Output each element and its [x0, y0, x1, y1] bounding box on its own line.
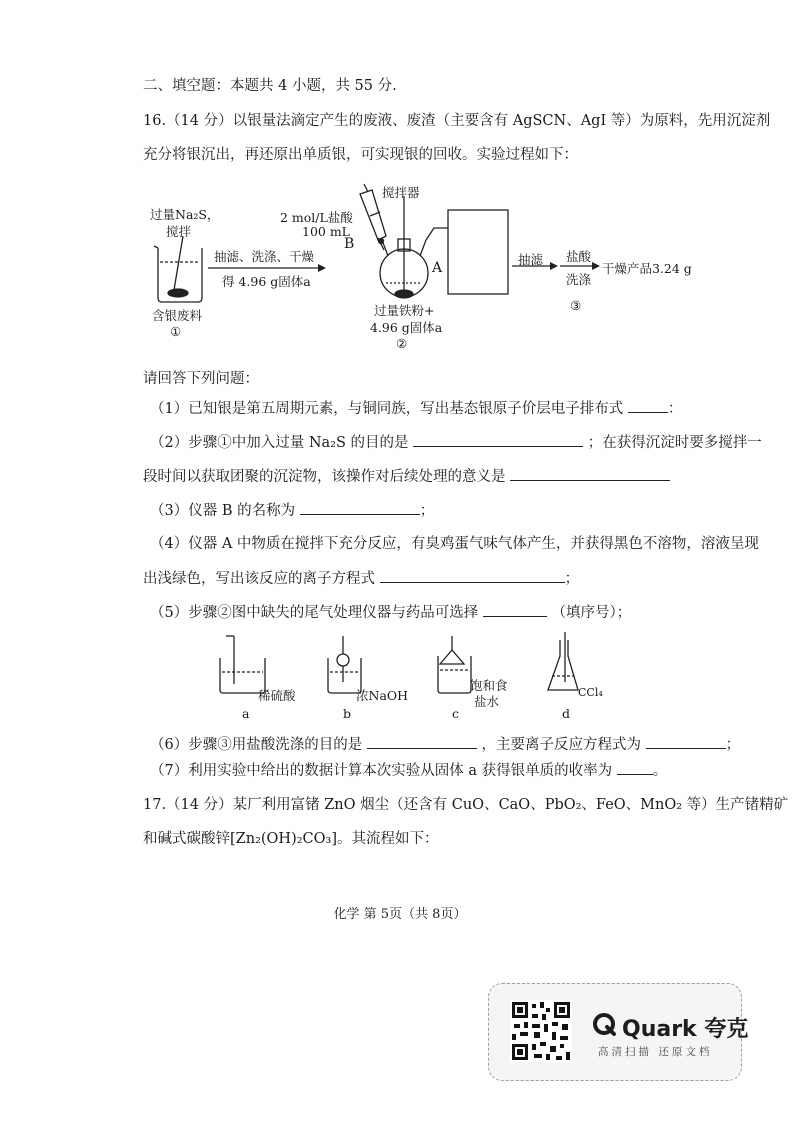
arrow-2-label: 抽滤	[518, 252, 544, 267]
option-c-letter: c	[452, 706, 460, 721]
q17-line-2: 和碱式碳酸锌[Zn₂(OH)₂CO₃]。其流程如下：	[143, 831, 439, 847]
question-3: （3）仪器 B 的名称为 ；	[150, 500, 434, 521]
missing-apparatus-box	[448, 210, 508, 294]
section-heading: 二、填空题：本题共 4 小题，共 55 分.	[143, 78, 397, 94]
answer-blank[interactable]	[646, 734, 726, 749]
question-3-text: （3）仪器 B 的名称为	[150, 503, 296, 519]
tail-gas-options-drawing	[0, 620, 800, 740]
acid-volume-label: 100 mL	[302, 224, 350, 239]
question-2-line-1	[150, 432, 762, 453]
answer-blank[interactable]	[628, 398, 668, 413]
question-6: （6）步骤③用盐酸洗涤的目的是 ，主要离子反应方程式为 ；	[150, 734, 740, 755]
reagent-label: 过量Na₂S，	[150, 207, 220, 222]
qr-code-icon	[510, 1000, 572, 1062]
beaker-icon	[154, 236, 202, 302]
answer-prompt: 请回答下列问题：	[143, 371, 259, 387]
wash-label: 洗涤	[566, 272, 592, 287]
instrument-a-label: A	[432, 260, 443, 276]
question-5-text-b: （填序号）；	[551, 605, 632, 621]
question-7-text: （7）利用实验中给出的数据计算本次实验从固体 a 获得银单质的收率为	[150, 763, 613, 779]
question-6-text-b: ，主要离子反应方程式为	[481, 737, 641, 753]
answer-blank[interactable]	[617, 760, 653, 775]
question-4-text: 出浅绿色，写出该反应的离子方程式	[143, 571, 375, 587]
answer-blank[interactable]	[367, 734, 477, 749]
question-7: （7）利用实验中给出的数据计算本次实验从固体 a 获得银单质的收率为 。	[150, 760, 667, 781]
watermark-tagline: 高清扫描 还原文档	[598, 1046, 713, 1058]
acid-label: 2 mol/L盐酸	[280, 210, 353, 225]
option-c-label-2: 盐水	[474, 694, 500, 709]
answer-blank[interactable]	[510, 466, 670, 481]
answer-blank[interactable]	[380, 568, 565, 583]
answer-blank[interactable]	[483, 602, 547, 617]
option-b-letter: b	[343, 706, 352, 721]
option-d-letter: d	[562, 706, 571, 721]
option-d-label: CCl₄	[578, 686, 603, 699]
question-2-text-c: 段时间以获取团聚的沉淀物，该操作对后续处理的意义是	[143, 469, 506, 485]
question-4-line-1: （4）仪器 A 中物质在搅拌下充分反应，有臭鸡蛋气味气体产生，并获得黑色不溶物，溶液呈现	[150, 536, 759, 552]
answer-blank[interactable]	[300, 500, 420, 515]
question-2-line-2	[143, 466, 670, 487]
arrow-1-bottom-label: 得 4.96 g固体a	[222, 274, 311, 289]
option-a-label: 稀硫酸	[258, 688, 296, 703]
question-1-text: （1）已知银是第五周期元素，与铜同族，写出基态银原子价层电子排布式	[150, 401, 624, 417]
step-2-label: ②	[396, 336, 408, 351]
reagent-label-2: 搅拌	[166, 224, 192, 239]
option-b-label: 浓NaOH	[356, 688, 409, 703]
question-5-text: （5）步骤②图中缺失的尾气处理仪器与药品可选择	[150, 605, 479, 621]
quark-logo-icon	[593, 1013, 617, 1037]
step-3-label: ③	[570, 298, 582, 313]
question-1: （1）已知银是第五周期元素，与铜同族，写出基态银原子价层电子排布式 ：	[150, 398, 682, 419]
flask-contents-label: 过量铁粉+	[374, 303, 435, 318]
question-4-line-2: 出浅绿色，写出该反应的离子方程式 ；	[143, 568, 579, 589]
arrow-1-top-label: 抽滤、洗涤、干燥	[214, 249, 315, 264]
page-footer: 化学 第 5页（共 8页）	[333, 907, 467, 922]
flask-contents-label-2: 4.96 g固体a	[370, 320, 443, 335]
step-1-label: ①	[170, 324, 182, 339]
answer-blank[interactable]	[413, 432, 583, 447]
option-c-label-1: 饱和食	[470, 678, 508, 693]
q17-line-1: 17.（14 分）某厂利用富锗 ZnO 烟尘（还含有 CuO、CaO、PbO₂、FeO、MnO₂ 等）生产锗精矿	[143, 797, 789, 813]
question-6-text: （6）步骤③用盐酸洗涤的目的是	[150, 737, 363, 753]
beaker-label: 含银废料	[152, 308, 203, 323]
watermark-brand: Quark 夸克	[622, 1017, 749, 1042]
option-a-letter: a	[242, 706, 250, 721]
q16-intro-line-2: 充分将银沉出，再还原出单质银，可实现银的回收。实验过程如下：	[143, 147, 578, 163]
question-2-text: （2）步骤①中加入过量 Na₂S 的目的是	[150, 435, 409, 451]
q16-intro-line-1: 16.（14 分）以银量法滴定产生的废液、废渣（主要含有 AgSCN、AgI 等）为原料，先用沉淀剂	[143, 113, 771, 129]
question-2-text-b: ；在获得沉淀时要多搅拌一	[587, 435, 762, 451]
stirrer-label: 搅拌器	[382, 185, 420, 200]
flask-icon	[380, 196, 448, 298]
instrument-b-label: B	[344, 236, 355, 252]
wash-reagent-label: 盐酸	[566, 249, 592, 264]
product-label: 干燥产品3.24 g	[602, 261, 692, 276]
